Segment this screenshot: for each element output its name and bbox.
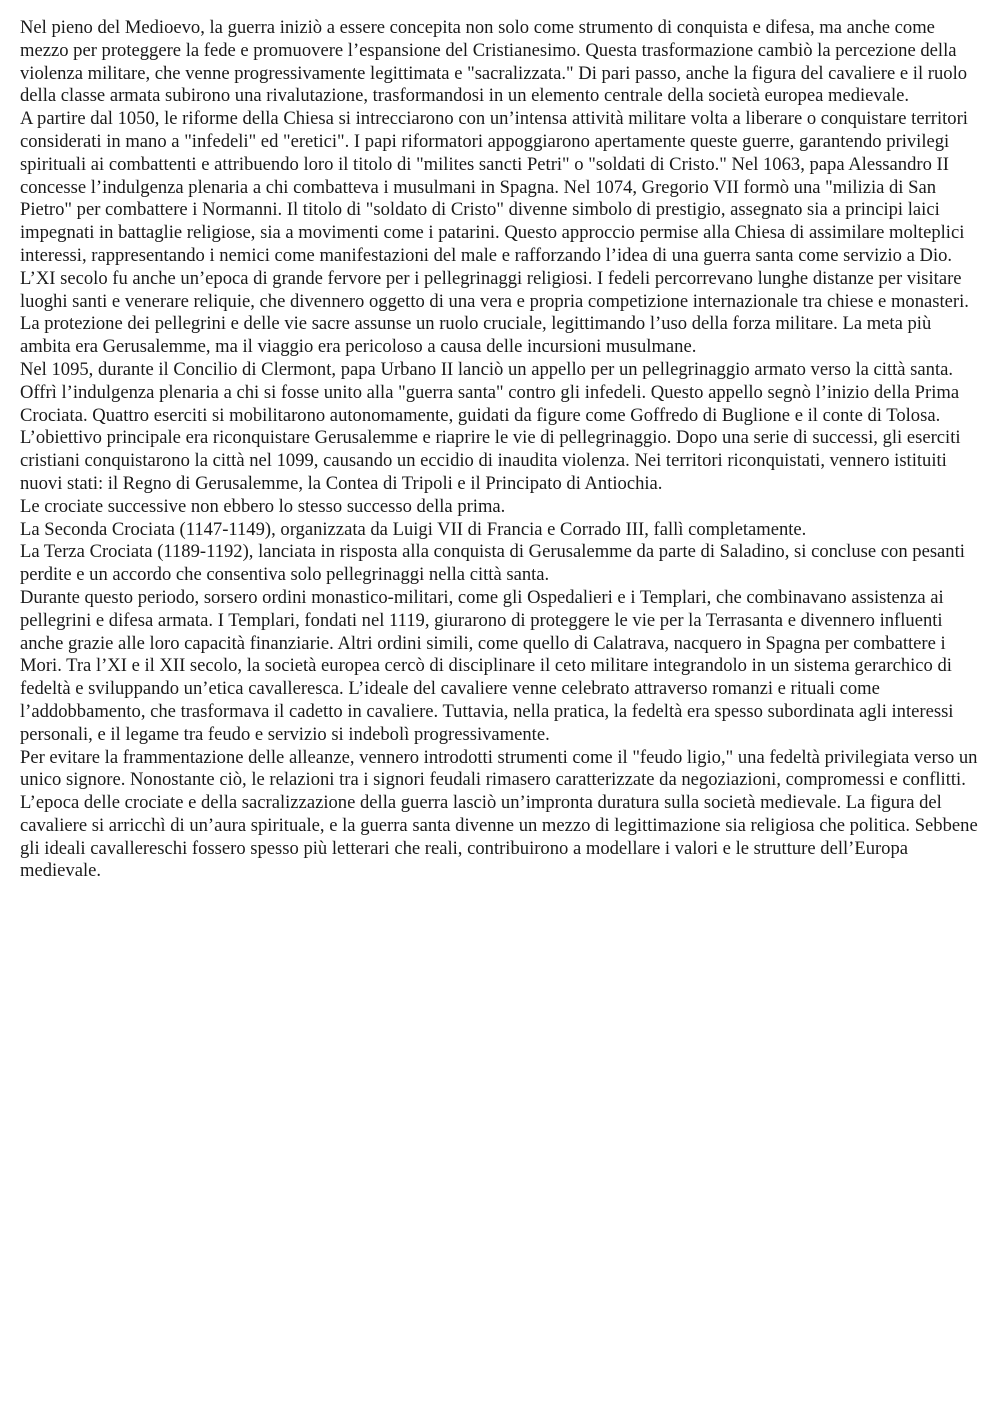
paragraph: Le crociate successive non ebbero lo stesso successo della prima. xyxy=(20,495,506,517)
paragraph: La Seconda Crociata (1147-1149), organizzata da Luigi VII di Francia e Corrado III, fallì completamente. xyxy=(20,518,807,540)
paragraph: Durante questo periodo, sorsero ordini monastico-militari, come gli Ospedalieri e i Templari, che combinavano assistenza ai pellegrini e difesa armata. I Templari, fondati nel 1119, giurarono di proteggere le vie per la Terrasanta e divennero influenti anche grazie alle loro capacità finanziarie. Altri ordini simili, come quello di Calatrava, nacquero in Spagna per combattere i Mori. Tra l’XI e il XII secolo, la società europea cercò di disciplinare il ceto militare integrandolo in un sistema gerarchico di fedeltà e sviluppando un’etica cavalleresca. L’ideale del cavaliere venne celebrato attraverso romanzi e rituali come l’addobbamento, che trasformava il cadetto in cavaliere. Tuttavia, nella pratica, la fedeltà era spesso subordinata agli interessi personali, e il legame tra feudo e servizio si indebolì progressivamente. xyxy=(20,586,954,745)
document-page xyxy=(20,17,982,883)
paragraph: Per evitare la frammentazione delle alleanze, vennero introdotti strumenti come il "feudo ligio," una fedeltà privilegiata verso un unico signore. Nonostante ciò, le relazioni tra i signori feudali rimasero caratterizzate da negoziazioni, compromessi e conflitti. L’epoca delle crociate e della sacralizzazione della guerra lasciò un’impronta duratura sulla società medievale. La figura del cavaliere si arricchì di un’aura spirituale, e la guerra santa divenne un mezzo di legittimazione sia religiosa che politica. Sebbene gli ideali cavallereschi fossero spesso più letterari che reali, contribuirono a modellare i valori e le strutture dell’Europa medievale. xyxy=(20,746,978,882)
paragraph: A partire dal 1050, le riforme della Chiesa si intrecciarono con un’intensa attività militare volta a liberare o conquistare territori considerati in mano a "infedeli" ed "eretici". I papi riformatori appoggiarono apertamente queste guerre, garantendo privilegi spirituali ai combattenti e attribuendo loro il titolo di "milites sancti Petri" o "soldati di Cristo." Nel 1063, papa Alessandro II concesse l’indulgenza plenaria a chi combatteva i musulmani in Spagna. Nel 1074, Gregorio VII formò una "milizia di San Pietro" per combattere i Normanni. Il titolo di "soldato di Cristo" divenne simbolo di prestigio, assegnato sia a principi laici impegnati in battaglie religiose, sia a movimenti come i patarini. Questo approccio permise alla Chiesa di assimilare molteplici interessi, rappresentando i nemici come manifestazioni del male e rafforzando l’idea di una guerra santa come servizio a Dio. xyxy=(20,108,968,266)
paragraph: Nel 1095, durante il Concilio di Clermont, papa Urbano II lanciò un appello per un pellegrinaggio armato verso la città santa. Offrì l’indulgenza plenaria a chi si fosse unito alla "guerra santa" contro gli infedeli. Questo appello segnò l’inizio della Prima Crociata. Quattro eserciti si mobilitarono autonomamente, guidati da figure come Goffredo di Buglione e il conte di Tolosa. L’obiettivo principale era riconquistare Gerusalemme e riaprire le vie di pellegrinaggio. Dopo una serie di successi, gli eserciti cristiani conquistarono la città nel 1099, causando un eccidio di inaudita violenza. Nei territori riconquistati, vennero istituiti nuovi stati: il Regno di Gerusalemme, la Contea di Tripoli e il Principato di Antiochia. xyxy=(20,358,961,494)
paragraph: La Terza Crociata (1189-1192), lanciata in risposta alla conquista di Gerusalemme da parte di Saladino, si concluse con pesanti perdite e un accordo che consentiva solo pellegrinaggi nella città santa. xyxy=(20,541,965,586)
paragraph: L’XI secolo fu anche un’epoca di grande fervore per i pellegrinaggi religiosi. I fedeli percorrevano lunghe distanze per visitare luoghi santi e venerare reliquie, che divennero oggetto di una vera e propria competizione internazionale tra chiese e monasteri. La protezione dei pellegrini e delle vie sacre assunse un ruolo cruciale, legittimando l’uso della forza militare. La meta più ambita era Gerusalemme, ma il viaggio era pericoloso a causa delle incursioni musulmane. xyxy=(20,267,969,358)
paragraph: Nel pieno del Medioevo, la guerra iniziò a essere concepita non solo come strumento di conquista e difesa, ma anche come mezzo per proteggere la fede e promuovere l’espansione del Cristianesimo. Questa trasformazione cambiò la percezione della violenza militare, che venne progressivamente legittimata e "sacralizzata." Di pari passo, anche la figura del cavaliere e il ruolo della classe armata subirono una rivalutazione, trasformandosi in un elemento centrale della società europea medievale. xyxy=(20,17,968,107)
